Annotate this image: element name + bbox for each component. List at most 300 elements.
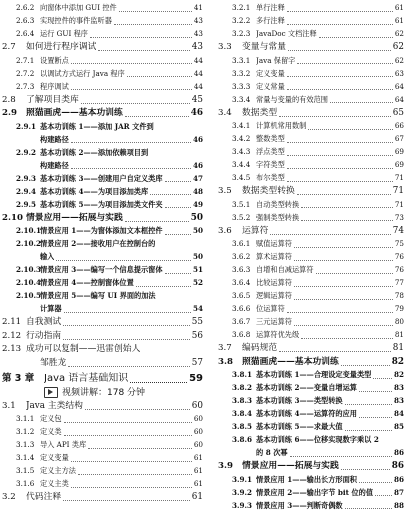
section-number: 2.7.1 xyxy=(16,55,35,65)
leader-dots xyxy=(165,181,191,182)
toc-subsection[interactable] xyxy=(218,251,404,264)
section-number: 2.7.2 xyxy=(16,68,35,78)
section-number: 3.4.2 xyxy=(232,134,251,143)
section-number: 3.2 xyxy=(2,492,16,502)
page-number: 43 xyxy=(193,29,203,38)
page-number: 54 xyxy=(192,304,203,313)
section-number: 3.6.1 xyxy=(232,239,251,248)
toc-subsection[interactable] xyxy=(218,421,404,434)
leader-dots xyxy=(78,474,192,475)
section-title: 定义常量 xyxy=(256,81,285,91)
toc-subsection[interactable] xyxy=(218,120,404,133)
page-number: 60 xyxy=(193,427,203,436)
toc-subsection[interactable] xyxy=(2,439,203,452)
leader-dots xyxy=(359,391,392,392)
section-title: 算术运算符 xyxy=(256,252,292,261)
leader-dots xyxy=(297,194,391,195)
toc-section[interactable] xyxy=(2,491,203,504)
section-title: 基本功训练 4——为项目添加类库 xyxy=(40,186,149,196)
toc-subsection-continued[interactable] xyxy=(2,134,203,147)
toc-subsection[interactable] xyxy=(218,382,404,395)
section-number: 3.9.2 xyxy=(232,487,253,497)
toc-subsection[interactable] xyxy=(218,487,404,500)
section-title: 赋值运算符 xyxy=(256,239,292,248)
section-number: 3.1.1 xyxy=(16,414,35,423)
page-number: 60 xyxy=(191,400,203,411)
toc-subsection[interactable] xyxy=(218,81,404,94)
page-number: 63 xyxy=(394,68,404,78)
page-number: 71 xyxy=(394,173,404,182)
toc-subsection[interactable] xyxy=(218,172,404,185)
section-number: 2.12 xyxy=(2,330,22,341)
page-number: 45 xyxy=(191,94,203,105)
toc-section[interactable] xyxy=(218,185,404,198)
toc-subsection[interactable] xyxy=(218,395,404,408)
toc-chapter[interactable] xyxy=(2,371,203,386)
leader-dots xyxy=(341,365,390,366)
section-number: 2.7.3 xyxy=(16,81,35,91)
leader-dots xyxy=(345,508,392,509)
section-number: 2.10.2 xyxy=(16,239,42,248)
section-title-continued: 构建路径 xyxy=(40,160,69,170)
page-number: 57 xyxy=(191,357,203,368)
section-number: 3.3.4 xyxy=(232,94,251,104)
section-number: 3.7 xyxy=(218,343,232,353)
page-number: 44 xyxy=(193,68,203,78)
toc-subsection[interactable] xyxy=(2,413,203,426)
toc-section[interactable] xyxy=(2,343,203,356)
section-title: 基本功训练 6——位移实现数字乘以 2 xyxy=(256,435,379,444)
page-number: 44 xyxy=(193,55,203,65)
leader-dots xyxy=(287,76,393,77)
chapter-title: Java 语言基础知识 xyxy=(44,372,129,384)
section-number: 3.8.6 xyxy=(232,435,253,444)
leader-dots xyxy=(294,325,393,326)
section-title: Java 保留字 xyxy=(256,55,296,65)
section-number: 3.2.1 xyxy=(232,3,251,12)
section-title: 情景应用——拓展与实践 xyxy=(26,212,123,223)
leader-dots xyxy=(71,487,192,488)
toc-subsection[interactable] xyxy=(218,199,404,212)
toc-subsection[interactable] xyxy=(2,55,203,68)
leader-dots xyxy=(279,351,391,352)
leader-dots xyxy=(270,234,390,235)
section-title: 自动类型转换 xyxy=(256,199,300,209)
section-title-continued: 计算器 xyxy=(40,304,62,313)
leader-dots xyxy=(71,461,192,462)
section-number: 2.6.2 xyxy=(16,3,35,12)
leader-dots xyxy=(119,11,192,12)
toc-subsection[interactable] xyxy=(218,369,404,382)
section-number: 3.1.2 xyxy=(16,427,35,436)
page-number: 61 xyxy=(394,16,404,25)
leader-dots xyxy=(114,24,192,25)
section-number: 3.9.1 xyxy=(232,474,253,484)
toc-subsection[interactable] xyxy=(218,290,404,303)
leader-dots xyxy=(345,430,392,431)
section-title: 比较运算符 xyxy=(256,278,292,287)
section-title: 情景应用 2——输出字节 bit 位的值 xyxy=(256,487,374,497)
leader-dots xyxy=(294,247,393,248)
leader-dots xyxy=(341,469,390,470)
section-title: 照猫画虎——基本功训练 xyxy=(26,108,123,118)
page-number: 52 xyxy=(192,278,203,287)
section-number: 2.9.1 xyxy=(16,121,37,131)
toc-subsection[interactable] xyxy=(2,68,203,81)
section-number: 2.6.3 xyxy=(16,16,35,25)
page-number: 55 xyxy=(191,317,203,327)
toc-subsection[interactable] xyxy=(218,434,404,447)
toc-subsection[interactable] xyxy=(2,121,203,134)
section-title: 基本功训练 5——求最大值 xyxy=(256,422,343,431)
page-number: 78 xyxy=(394,291,404,300)
section-title: 计算机常用数制 xyxy=(256,121,307,130)
page-number: 62 xyxy=(392,42,404,52)
section-number: 3.8.1 xyxy=(232,370,253,379)
leader-dots xyxy=(287,168,393,169)
section-number: 3.8 xyxy=(218,356,233,367)
section-title: 成功可以复制——迅雷创始人 xyxy=(26,344,141,354)
toc-left-column xyxy=(2,2,203,505)
page-number: 74 xyxy=(392,225,404,236)
page-number: 69 xyxy=(394,160,404,169)
toc-subsection[interactable] xyxy=(218,329,404,342)
leader-dots xyxy=(85,409,190,410)
section-number: 3.1.5 xyxy=(16,466,35,475)
video-camera-icon xyxy=(44,387,58,398)
toc-subsection[interactable] xyxy=(218,68,404,81)
section-title: 常量与变量的有效范围 xyxy=(256,94,328,104)
leader-dots xyxy=(287,89,393,90)
section-title: 整数类型 xyxy=(256,134,285,143)
section-title: 情景应用——拓展与实践 xyxy=(242,461,339,471)
section-title: 情景应用 1——输出长方形面积 xyxy=(256,474,357,484)
leader-dots xyxy=(150,194,191,195)
toc-subsection[interactable] xyxy=(2,225,203,238)
page-number: 50 xyxy=(192,226,203,235)
leader-dots xyxy=(127,76,192,77)
toc-subsection-continued[interactable] xyxy=(218,447,404,460)
toc-subsection[interactable] xyxy=(2,478,203,491)
page-number: 64 xyxy=(394,94,404,104)
section-number: 3.6.8 xyxy=(232,330,251,339)
toc-subsection[interactable] xyxy=(2,147,203,160)
toc-subsection[interactable] xyxy=(218,2,404,15)
toc-section[interactable] xyxy=(218,41,404,54)
section-title: 基本功训练 5——为项目添加类文件夹 xyxy=(40,199,163,209)
toc-subsection[interactable] xyxy=(2,465,203,478)
toc-subsection-continued[interactable] xyxy=(2,251,203,264)
section-number: 2.9.5 xyxy=(16,199,37,209)
leader-dots xyxy=(71,89,192,90)
toc-subsection[interactable] xyxy=(218,159,404,172)
page-number: 81 xyxy=(394,330,404,339)
section-title: 基本功训练 1——合理设定变量类型 xyxy=(256,370,372,379)
leader-dots xyxy=(88,448,192,449)
leader-dots xyxy=(64,312,191,313)
page-number: 50 xyxy=(192,252,203,261)
section-title: 以调试方式运行 Java 程序 xyxy=(40,68,125,78)
section-number: 3.3 xyxy=(218,42,232,52)
section-number: 2.8 xyxy=(2,94,16,105)
section-title: 情景应用 1——为窗体添加文本框控件 xyxy=(40,226,163,235)
section-title: 运算符优先级 xyxy=(256,330,300,339)
page-number: 60 xyxy=(193,414,203,423)
section-title: 定义主方法 xyxy=(40,466,76,475)
toc-subsection[interactable] xyxy=(218,28,404,41)
section-title: 代码注释 xyxy=(26,492,62,502)
toc-subsection[interactable] xyxy=(2,238,203,251)
page-number: 75 xyxy=(394,239,404,248)
page-number: 77 xyxy=(394,278,404,287)
section-title-continued: 输入 xyxy=(40,252,55,261)
page-number: 71 xyxy=(394,199,404,209)
section-title: 向窗体中添加 GUI 控件 xyxy=(40,3,117,12)
toc-subsection[interactable] xyxy=(218,316,404,329)
section-title: 情景应用 3——判断奇偶数 xyxy=(256,500,343,510)
toc-subsection[interactable] xyxy=(218,133,404,146)
section-number: 3.4 xyxy=(218,107,232,118)
page-number: 83 xyxy=(393,396,404,405)
video-duration-label: 视频讲解：178 分钟 xyxy=(62,387,146,398)
toc-subsection[interactable] xyxy=(218,303,404,316)
page-number: 62 xyxy=(394,29,404,38)
section-title: 数据类型转换 xyxy=(242,186,295,196)
leader-dots xyxy=(90,37,192,38)
leader-dots xyxy=(294,286,393,287)
toc-subsection[interactable] xyxy=(2,277,203,290)
toc-subsection[interactable] xyxy=(2,264,203,277)
toc-subsection-continued[interactable] xyxy=(2,160,203,173)
section-title: 基本功训练 4——运算符的应用 xyxy=(256,409,357,418)
page-number: 61 xyxy=(191,492,203,502)
section-number: 3.6.2 xyxy=(232,252,251,261)
section-number: 3.4.1 xyxy=(232,121,251,130)
page-number: 76 xyxy=(394,265,404,274)
toc-section[interactable] xyxy=(2,400,203,413)
section-title: 强制类型转换 xyxy=(256,212,300,222)
section-title: 自我测试 xyxy=(26,317,62,327)
section-title-continued: 邹胜龙 xyxy=(40,357,67,368)
section-title: 定义类 xyxy=(40,427,62,436)
toc-subsection[interactable] xyxy=(218,94,404,107)
section-number: 3.5 xyxy=(218,186,232,196)
toc-subsection[interactable] xyxy=(2,173,203,186)
section-title: 如何进行程序调试 xyxy=(26,42,97,52)
page-number: 59 xyxy=(189,372,203,384)
section-number: 3.2.2 xyxy=(232,16,251,25)
page-number: 48 xyxy=(192,186,203,196)
toc-section[interactable] xyxy=(218,225,404,238)
section-title: 基本功训练 1——添加 JAR 文件到 xyxy=(40,121,154,131)
section-title: 运算符 xyxy=(242,225,269,236)
toc-section[interactable] xyxy=(2,107,203,120)
section-number: 3.4.3 xyxy=(232,147,251,156)
section-title: 基本功训练 2——变量自增运算 xyxy=(256,383,357,392)
toc-section[interactable] xyxy=(218,356,404,369)
section-title: 数据类型 xyxy=(242,107,278,118)
section-title: 照猫画虎——基本功训练 xyxy=(242,356,339,367)
page-number: 49 xyxy=(192,199,203,209)
section-number: 2.9 xyxy=(2,108,17,118)
leader-dots xyxy=(345,404,392,405)
section-title: 多行注释 xyxy=(256,16,285,25)
section-number: 2.7 xyxy=(2,42,16,52)
section-number: 3.1.4 xyxy=(16,453,35,462)
chapter-number: 第 3 章 xyxy=(2,372,35,384)
section-title: Java 主类结构 xyxy=(26,400,83,411)
section-title: 定义变量 xyxy=(40,453,69,462)
toc-subsection[interactable] xyxy=(218,212,404,225)
page-number: 46 xyxy=(190,108,203,118)
toc-subsection[interactable] xyxy=(2,186,203,199)
leader-dots xyxy=(64,422,192,423)
leader-dots xyxy=(64,435,192,436)
toc-section-continued[interactable] xyxy=(2,357,203,370)
section-number: 3.8.4 xyxy=(232,409,253,418)
page-number: 81 xyxy=(392,343,404,353)
leader-dots xyxy=(130,382,187,383)
section-number: 3.5.2 xyxy=(232,212,251,222)
leader-dots xyxy=(165,207,191,208)
page-number: 76 xyxy=(394,252,404,261)
page-number: 71 xyxy=(392,186,404,196)
section-number: 3.2.3 xyxy=(232,29,251,38)
page-number: 46 xyxy=(192,160,203,170)
toc-section[interactable] xyxy=(2,330,203,343)
leader-dots xyxy=(125,221,189,222)
page-number: 61 xyxy=(193,466,203,475)
section-number: 3.6.6 xyxy=(232,304,251,313)
section-number: 3.1 xyxy=(2,400,16,411)
page-number: 41 xyxy=(193,3,203,12)
leader-dots xyxy=(63,339,190,340)
section-number: 2.6.4 xyxy=(16,29,35,38)
toc-subsection[interactable] xyxy=(2,290,203,303)
toc-section[interactable] xyxy=(2,212,203,225)
page-number: 56 xyxy=(191,330,203,341)
leader-dots xyxy=(297,63,392,64)
section-number: 3.6.4 xyxy=(232,278,251,287)
page-number: 80 xyxy=(394,317,404,326)
page-number: 88 xyxy=(393,500,404,510)
section-title: 位运算符 xyxy=(256,304,285,313)
leader-dots xyxy=(301,338,393,339)
section-title: 实现控件的事件监听器 xyxy=(40,16,112,25)
toc-subsection[interactable] xyxy=(2,81,203,94)
toc-subsection[interactable] xyxy=(218,277,404,290)
page-number: 60 xyxy=(193,440,203,449)
section-number: 3.8.3 xyxy=(232,396,253,405)
leader-dots xyxy=(136,286,191,287)
section-number: 2.9.2 xyxy=(16,147,37,157)
page-number: 84 xyxy=(393,409,404,418)
section-number: 3.1.6 xyxy=(16,479,35,488)
leader-dots xyxy=(71,168,191,169)
toc-subsection-continued[interactable] xyxy=(2,303,203,316)
toc-subsection[interactable] xyxy=(218,238,404,251)
toc-subsection[interactable] xyxy=(2,426,203,439)
page-number: 44 xyxy=(193,81,203,91)
toc-section[interactable] xyxy=(2,41,203,54)
toc-subsection[interactable] xyxy=(218,264,404,277)
section-number: 3.8.5 xyxy=(232,422,253,431)
section-title: 自增和自减运算符 xyxy=(256,265,314,274)
section-number: 2.9.4 xyxy=(16,186,37,196)
section-title: 基本功训练 2——添加依赖项目到 xyxy=(40,147,149,157)
section-title: 三元运算符 xyxy=(256,317,292,326)
toc-section[interactable] xyxy=(218,460,404,473)
toc-subsection[interactable] xyxy=(2,28,203,41)
page-number: 85 xyxy=(393,422,404,431)
page-number: 79 xyxy=(394,304,404,313)
leader-dots xyxy=(287,142,393,143)
section-title: 导入 API 类库 xyxy=(40,440,87,449)
page-number: 65 xyxy=(392,107,404,118)
leader-dots xyxy=(316,273,393,274)
section-title: 运行 GUI 程序 xyxy=(40,29,88,38)
section-number: 2.13 xyxy=(2,344,22,354)
page-number: 61 xyxy=(394,3,404,12)
page-number: 46 xyxy=(192,134,203,144)
toc-subsection[interactable] xyxy=(2,2,203,15)
page-number: 86 xyxy=(391,461,404,471)
page-number: 64 xyxy=(394,81,404,91)
leader-dots xyxy=(71,142,191,143)
section-number: 2.10.3 xyxy=(16,265,42,274)
toc-subsection[interactable] xyxy=(2,199,203,212)
toc-right-column xyxy=(218,2,404,513)
toc-section[interactable] xyxy=(2,94,203,107)
toc-subsection[interactable] xyxy=(2,15,203,28)
toc-subsection[interactable] xyxy=(218,500,404,513)
page-number: 82 xyxy=(393,370,404,379)
leader-dots xyxy=(301,207,393,208)
toc-section[interactable] xyxy=(218,342,404,355)
page-number: 67 xyxy=(394,134,404,143)
leader-dots xyxy=(319,37,393,38)
toc-subsection[interactable] xyxy=(218,55,404,68)
section-title: 单行注释 xyxy=(256,3,285,12)
leader-dots xyxy=(287,155,393,156)
section-number: 3.8.2 xyxy=(232,383,253,392)
page-number: 66 xyxy=(394,121,404,130)
section-title: 字符类型 xyxy=(256,160,285,169)
section-title: 浮点类型 xyxy=(256,147,285,156)
leader-dots xyxy=(287,11,393,12)
toc-section[interactable] xyxy=(218,107,404,120)
page-number: 47 xyxy=(192,173,203,183)
page-number: 73 xyxy=(394,212,404,222)
toc-subsection[interactable] xyxy=(218,15,404,28)
page-number: 43 xyxy=(191,42,203,52)
section-number: 3.4.5 xyxy=(232,173,251,182)
toc-section[interactable] xyxy=(2,316,203,329)
section-title: 情景应用 2——接收用户在控制台的 xyxy=(40,239,156,248)
toc-subsection[interactable] xyxy=(218,146,404,159)
leader-dots xyxy=(63,500,190,501)
section-title: 逻辑运算符 xyxy=(256,291,292,300)
leader-dots xyxy=(290,456,392,457)
leader-dots xyxy=(63,325,190,326)
page-number: 43 xyxy=(193,16,203,25)
toc-subsection[interactable] xyxy=(218,408,404,421)
toc-subsection[interactable] xyxy=(2,452,203,465)
leader-dots xyxy=(287,24,393,25)
leader-dots xyxy=(301,220,393,221)
section-number: 3.6.5 xyxy=(232,291,251,300)
toc-subsection[interactable] xyxy=(218,474,404,487)
